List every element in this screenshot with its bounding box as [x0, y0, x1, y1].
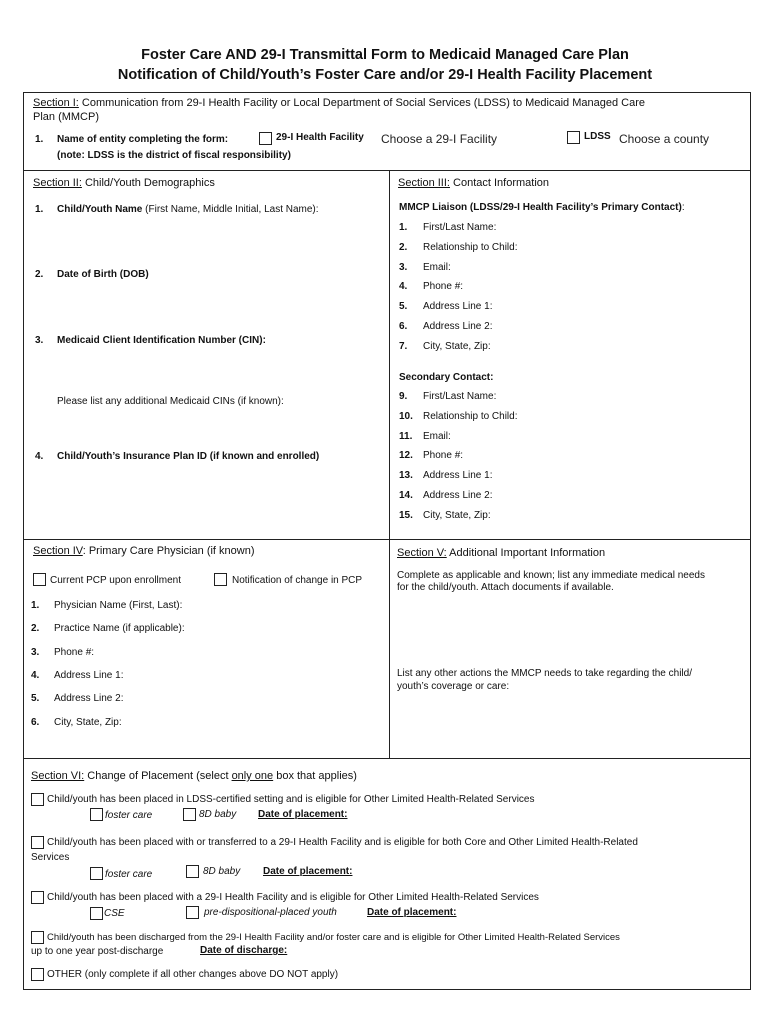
field-label: Address Line 2:	[54, 693, 124, 705]
field-number: 6.	[399, 321, 408, 332]
field-number: 4.	[399, 281, 408, 293]
field-row[interactable]	[399, 510, 491, 521]
field-number: 4.	[31, 669, 40, 681]
opt3-cse-label: CSE	[104, 908, 125, 919]
current-pcp-label: Current PCP upon enrollment	[50, 575, 181, 586]
discharged-label-line2: up to one year post-discharge	[31, 946, 164, 957]
section-3-heading: Section III:	[398, 177, 450, 189]
field-row[interactable]	[399, 391, 496, 402]
section-2-heading: Section II:	[33, 177, 82, 189]
field-number: 15.	[399, 509, 413, 521]
section-1-text-line1: Section I: Communication from 29-I Health Facility or Local Department of Social Services (LDSS) to Medicaid Managed Care	[33, 97, 645, 109]
ldss-checkbox[interactable]	[567, 131, 580, 144]
field-label: Address Line 1:	[54, 669, 124, 681]
opt1-foster-care-label: foster care	[105, 810, 153, 821]
placement-ldss-checkbox[interactable]	[31, 793, 44, 806]
field-row[interactable]	[399, 301, 493, 312]
field-number: 9.	[399, 391, 408, 402]
section-5-title: Section V: Additional Important Information	[397, 547, 606, 559]
field-number: 6.	[31, 716, 40, 728]
field-label: Practice Name (if applicable):	[54, 623, 185, 635]
opt1-date-of-placement[interactable]: Date of placement:	[258, 809, 348, 820]
field-row[interactable]	[399, 262, 451, 273]
field-row[interactable]	[399, 431, 451, 442]
field-label: First/Last Name:	[423, 222, 497, 233]
field-number: 7.	[399, 340, 408, 352]
opt3-date-of-placement[interactable]: Date of placement:	[367, 907, 457, 918]
ldss-label: LDSS	[584, 131, 611, 142]
other-label: OTHER (only complete if all other changes above DO NOT apply)	[47, 969, 339, 980]
field-number: 13.	[399, 470, 413, 482]
other-actions-line1: List any other actions the MMCP needs to take regarding the child/	[397, 668, 692, 679]
field-label: First/Last Name:	[423, 391, 497, 402]
field-label: Address Line 2:	[423, 490, 493, 501]
placement-29i-olhrs-label: Child/youth has been placed with a 29-I Health Facility and is eligible for Other Limited Health-Related Services	[47, 892, 539, 903]
opt4-date-of-discharge[interactable]: Date of discharge:	[200, 945, 288, 956]
field-number: 2.	[31, 623, 40, 635]
field-row[interactable]	[31, 647, 94, 658]
field-row[interactable]	[399, 490, 493, 501]
field-number: 11.	[399, 430, 413, 442]
section-5-heading: Section V:	[397, 547, 447, 559]
29i-facility-dropdown[interactable]: Choose a 29-I Facility	[381, 132, 498, 146]
field-label: City, State, Zip:	[423, 340, 491, 352]
field-number: 12.	[399, 450, 413, 462]
field-label: Address Line 1:	[423, 470, 493, 482]
other-actions-line2: youth’s coverage or care:	[397, 681, 510, 692]
section-3-title: Section III: Contact Information	[398, 177, 550, 189]
field-row[interactable]	[399, 281, 463, 292]
county-dropdown[interactable]: Choose a county	[619, 132, 710, 146]
opt3-pre-dispositional-checkbox[interactable]	[186, 906, 199, 919]
dob-label: 2. Date of Birth (DOB)	[35, 269, 149, 280]
form-title: Foster Care AND 29-I Transmittal Form to Medicaid Managed Care Plan	[141, 47, 629, 63]
opt2-8d-baby-label: 8D baby	[203, 866, 241, 877]
field-number: 3.	[399, 261, 408, 273]
field-row[interactable]	[399, 321, 493, 332]
field-row[interactable]	[399, 470, 493, 481]
discharged-checkbox[interactable]	[31, 931, 44, 944]
opt3-cse-checkbox[interactable]	[90, 907, 103, 920]
field-label: Email:	[423, 261, 451, 273]
field-row[interactable]	[399, 242, 518, 253]
opt2-date-of-placement[interactable]: Date of placement:	[263, 866, 353, 877]
field-row[interactable]	[399, 450, 463, 461]
other-checkbox[interactable]	[31, 968, 44, 981]
field-number: 10.	[399, 410, 413, 422]
opt2-foster-care-label: foster care	[105, 869, 153, 880]
field-row[interactable]	[399, 411, 518, 422]
field-label: Phone #:	[423, 281, 464, 293]
29i-facility-checkbox[interactable]	[259, 132, 272, 145]
form-subtitle: Notification of Child/Youth’s Foster Care and/or 29-I Health Facility Placement	[117, 67, 653, 83]
section-6-title: Section VI: Change of Placement (select only one box that applies)	[31, 770, 357, 782]
liaison-heading: MMCP Liaison (LDSS/29-I Health Facility’s Primary Contact):	[399, 202, 685, 213]
placement-29i-core-checkbox[interactable]	[31, 836, 44, 849]
placement-29i-core-label-line2: Services	[31, 852, 70, 863]
medical-needs-line2: for the child/youth. Attach documents if available.	[397, 582, 614, 593]
opt2-foster-care-checkbox[interactable]	[90, 867, 103, 880]
child-name-label: 1. Child/Youth Name (First Name, Middle Initial, Last Name):	[35, 204, 319, 215]
placement-29i-olhrs-checkbox[interactable]	[31, 891, 44, 904]
field-label: Phone #:	[423, 450, 464, 462]
field-row[interactable]	[399, 341, 491, 352]
field-number: 5.	[31, 693, 40, 705]
section-1-item-num: 1.	[35, 134, 44, 145]
entity-label: Name of entity completing the form:	[57, 134, 229, 145]
field-label: Address Line 1:	[423, 301, 493, 313]
secondary-contact-heading: Secondary Contact:	[399, 372, 494, 383]
opt1-8d-baby-checkbox[interactable]	[183, 808, 196, 821]
opt1-8d-baby-label: 8D baby	[199, 809, 237, 820]
field-number: 3.	[31, 646, 40, 658]
placement-ldss-label: Child/youth has been placed in LDSS-certified setting and is eligible for Other Limited Health-Related Services	[47, 794, 535, 805]
opt2-8d-baby-checkbox[interactable]	[186, 865, 199, 878]
section-2-title: Section II: Child/Youth Demographics	[33, 177, 215, 189]
section-4-heading: Section IV	[33, 545, 83, 557]
field-label: Phone #:	[54, 646, 95, 658]
field-number: 2.	[399, 241, 408, 253]
field-label: Address Line 2:	[423, 321, 493, 332]
ldss-note: (note: LDSS is the district of fiscal responsibility)	[57, 150, 291, 161]
field-row[interactable]	[31, 717, 122, 728]
insurance-plan-label: 4. Child/Youth’s Insurance Plan ID (if known and enrolled)	[35, 451, 320, 462]
opt1-foster-care-checkbox[interactable]	[90, 808, 103, 821]
field-label: Relationship to Child:	[423, 241, 518, 253]
field-row[interactable]	[31, 693, 124, 704]
field-label: City, State, Zip:	[54, 716, 122, 728]
field-row[interactable]	[31, 623, 185, 634]
field-number: 14.	[399, 490, 413, 501]
section-2-box	[23, 170, 390, 540]
change-pcp-label: Notification of change in PCP	[232, 575, 363, 586]
section-6-heading: Section VI:	[31, 770, 85, 782]
field-row[interactable]	[31, 600, 182, 611]
section-4-title: Section IV: Primary Care Physician (if known)	[33, 545, 255, 557]
opt3-pre-dispositional-label: pre-dispositional-placed youth	[204, 907, 337, 918]
field-label: Physician Name (First, Last):	[54, 600, 183, 611]
section-1-heading: Section I:	[33, 97, 79, 109]
field-label: Email:	[423, 430, 451, 442]
current-pcp-checkbox[interactable]	[33, 573, 46, 586]
field-label: City, State, Zip:	[423, 509, 491, 521]
field-label: Relationship to Child:	[423, 410, 518, 422]
29i-facility-label: 29-I Health Facility	[276, 132, 364, 143]
field-row[interactable]	[31, 670, 124, 681]
cin-label: 3. Medicaid Client Identification Number (CIN):	[35, 335, 266, 346]
field-number: 1.	[399, 222, 408, 233]
field-number: 1.	[31, 600, 40, 611]
change-pcp-checkbox[interactable]	[214, 573, 227, 586]
discharged-label: Child/youth has been discharged from the 29-I Health Facility and/or foster care and is eligible for Other Limited Health-Related Services	[47, 932, 620, 943]
medical-needs-line1: Complete as applicable and known; list any immediate medical needs	[397, 570, 705, 581]
field-number: 5.	[399, 301, 408, 313]
additional-cins-label: Please list any additional Medicaid CINs (if known):	[57, 396, 284, 407]
section-1-text-line2: Plan (MMCP)	[33, 111, 100, 123]
placement-29i-core-label: Child/youth has been placed with or transferred to a 29-I Health Facility and is eligible for both Core and Other Limited Health-Related	[47, 837, 638, 848]
field-row[interactable]	[399, 222, 496, 233]
